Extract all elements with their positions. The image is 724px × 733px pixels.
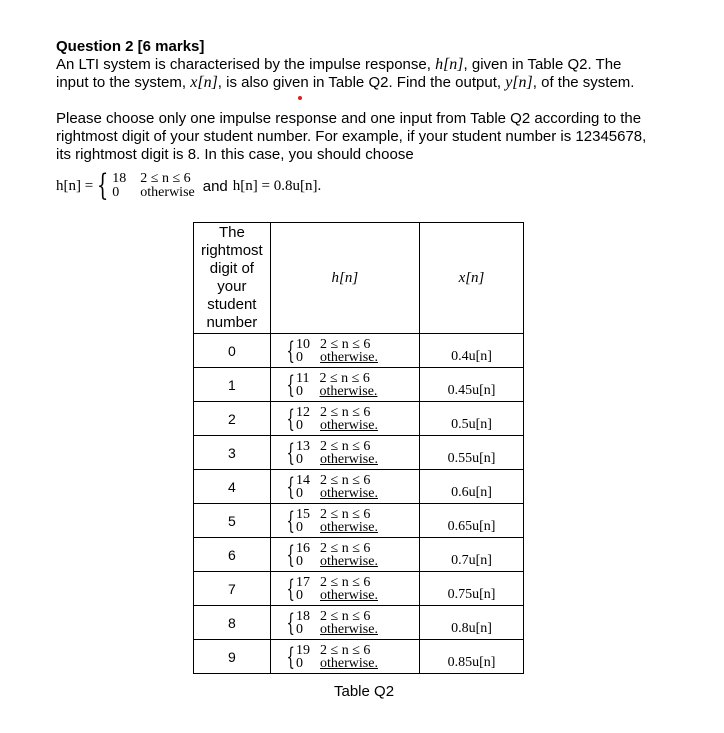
case-condition: 2 ≤ n ≤ 6	[320, 336, 371, 352]
h-cell	[270, 402, 419, 436]
example-and: and	[202, 177, 228, 195]
h-cell	[270, 470, 419, 504]
left-brace-icon: {	[97, 168, 109, 203]
example-cases	[112, 172, 194, 200]
left-brace-icon: {	[286, 404, 295, 433]
case-value: 0	[296, 621, 304, 637]
h-cell	[270, 640, 419, 674]
y-symbol: y[n]	[505, 74, 533, 91]
header-digit-line: number	[206, 314, 258, 331]
case-condition: otherwise.	[320, 417, 378, 433]
cases-grid	[296, 406, 378, 432]
cases-grid	[296, 542, 378, 568]
case-condition: otherwise.	[320, 485, 378, 501]
question-title: Question 2 [6 marks]	[56, 38, 205, 55]
case-value: 0	[296, 383, 304, 399]
x-cell: 0.75u[n]	[419, 572, 523, 606]
example-equation	[56, 166, 321, 206]
case-condition: 2 ≤ n ≤ 6	[140, 171, 191, 186]
case-condition: otherwise.	[320, 655, 378, 671]
case-condition: 2 ≤ n ≤ 6	[320, 506, 371, 522]
case-value: 18	[296, 608, 311, 624]
piecewise-h	[271, 406, 419, 432]
instruction-line-2: rightmost digit of your student number. For example, if your student number is 12345678,	[56, 128, 647, 145]
case-value: 0	[296, 451, 304, 467]
case-condition: 2 ≤ n ≤ 6	[320, 540, 371, 556]
case-value: 0	[296, 417, 304, 433]
instruction-line-1: Please choose only one impulse response and one input from Table Q2 according to the	[56, 110, 642, 127]
h-cell	[270, 504, 419, 538]
cases-grid	[296, 610, 378, 636]
digit-cell: 4	[194, 470, 271, 504]
piecewise-h	[271, 372, 419, 398]
case-value: 18	[112, 171, 127, 186]
left-brace-icon: {	[286, 370, 295, 399]
example-rhs: h[n] = 0.8u[n].	[232, 177, 322, 194]
table-header-row	[194, 223, 524, 334]
cases-grid	[296, 508, 378, 534]
red-marker-dot	[298, 96, 302, 100]
cases-grid	[296, 440, 378, 466]
case-value: 0	[112, 185, 120, 200]
h-cell	[270, 368, 419, 402]
case-value: 0	[296, 519, 304, 535]
digit-cell: 2	[194, 402, 271, 436]
header-digit-line: digit of	[209, 260, 254, 277]
table-row	[194, 334, 524, 368]
case-condition: otherwise.	[319, 383, 378, 399]
case-value: 10	[296, 336, 311, 352]
case-value: 17	[296, 574, 311, 590]
piecewise-h	[271, 338, 419, 364]
digit-cell: 1	[194, 368, 271, 402]
header-h: h[n]	[270, 223, 419, 334]
case-condition: otherwise.	[320, 587, 378, 603]
case-condition: otherwise.	[320, 349, 378, 365]
digit-cell: 9	[194, 640, 271, 674]
header-digit-line: The	[218, 224, 245, 241]
header-digit-line: your	[217, 278, 247, 295]
case-value: 15	[296, 506, 311, 522]
case-value: 14	[296, 472, 311, 488]
h-cell	[270, 572, 419, 606]
left-brace-icon: {	[286, 642, 295, 671]
x-cell: 0.5u[n]	[419, 402, 523, 436]
table-row	[194, 470, 524, 504]
case-value: 19	[296, 642, 311, 658]
left-brace-icon: {	[286, 574, 295, 603]
intro-text: input to the system,	[56, 74, 191, 91]
h-cell	[270, 436, 419, 470]
case-condition: 2 ≤ n ≤ 6	[320, 472, 371, 488]
piecewise-h	[271, 474, 419, 500]
digit-cell: 6	[194, 538, 271, 572]
x-cell: 0.45u[n]	[419, 368, 523, 402]
cases-grid	[296, 576, 378, 602]
table-caption: Table Q2	[334, 683, 395, 700]
left-brace-icon: {	[286, 336, 295, 365]
example-lhs: h[n] =	[56, 177, 94, 194]
x-cell: 0.85u[n]	[419, 640, 523, 674]
left-brace-icon: {	[286, 472, 295, 501]
case-value: 13	[296, 438, 311, 454]
intro-text: , is also given in Table Q2. Find the output,	[217, 74, 506, 91]
header-digit-line: rightmost	[201, 242, 263, 259]
case-condition: 2 ≤ n ≤ 6	[320, 404, 371, 420]
x-cell: 0.8u[n]	[419, 606, 523, 640]
h-cell	[270, 538, 419, 572]
table-row	[194, 572, 524, 606]
case-value: 16	[296, 540, 311, 556]
case-condition: 2 ≤ n ≤ 6	[320, 574, 371, 590]
piecewise-h	[271, 644, 419, 670]
case-value: 0	[296, 655, 304, 671]
x-cell: 0.4u[n]	[419, 334, 523, 368]
case-value: 0	[296, 553, 304, 569]
digit-cell: 3	[194, 436, 271, 470]
h-cell	[270, 334, 419, 368]
x-cell: 0.55u[n]	[419, 436, 523, 470]
table-row	[194, 538, 524, 572]
piecewise-h	[271, 610, 419, 636]
table-row	[194, 504, 524, 538]
x-cell: 0.6u[n]	[419, 470, 523, 504]
digit-cell: 7	[194, 572, 271, 606]
case-value: 12	[296, 404, 311, 420]
piecewise-h	[271, 542, 419, 568]
piecewise-h	[271, 508, 419, 534]
case-condition: otherwise.	[320, 519, 378, 535]
case-condition: 2 ≤ n ≤ 6	[320, 608, 371, 624]
case-value: 11	[296, 370, 310, 386]
cases-grid	[296, 644, 378, 670]
intro-text: , given in Table Q2. The	[463, 56, 622, 73]
left-brace-icon: {	[286, 506, 295, 535]
case-condition: otherwise.	[320, 621, 378, 637]
header-x: x[n]	[419, 223, 523, 334]
table-q2	[193, 222, 524, 674]
x-symbol: x[n]	[190, 74, 218, 91]
table-row	[194, 402, 524, 436]
piecewise-h	[271, 576, 419, 602]
case-value: 0	[296, 485, 304, 501]
case-condition: 2 ≤ n ≤ 6	[320, 438, 371, 454]
header-digit	[194, 223, 271, 334]
left-brace-icon: {	[286, 540, 295, 569]
cases-grid	[296, 372, 377, 398]
header-digit-line: student	[207, 296, 257, 313]
digit-cell: 0	[194, 334, 271, 368]
cases-grid	[296, 338, 378, 364]
left-brace-icon: {	[286, 438, 295, 467]
case-condition: 2 ≤ n ≤ 6	[319, 370, 370, 386]
instruction-line-3: its rightmost digit is 8. In this case, you should choose	[56, 146, 414, 163]
table-row	[194, 606, 524, 640]
h-cell	[270, 606, 419, 640]
piecewise-h	[271, 440, 419, 466]
case-condition: 2 ≤ n ≤ 6	[320, 642, 371, 658]
table-row	[194, 436, 524, 470]
intro-text: An LTI system is characterised by the impulse response,	[56, 56, 436, 73]
intro-line-2	[56, 74, 696, 92]
digit-cell: 5	[194, 504, 271, 538]
intro-line-1	[56, 56, 696, 74]
case-value: 0	[296, 587, 304, 603]
table-row	[194, 368, 524, 402]
h-symbol: h[n]	[435, 56, 464, 73]
left-brace-icon: {	[286, 608, 295, 637]
x-cell: 0.65u[n]	[419, 504, 523, 538]
question-block	[56, 38, 696, 203]
case-value: 0	[296, 349, 304, 365]
digit-cell: 8	[194, 606, 271, 640]
intro-text: , of the system.	[532, 74, 635, 91]
cases-grid	[296, 474, 378, 500]
table-row	[194, 640, 524, 674]
case-condition: otherwise	[140, 185, 195, 200]
x-cell: 0.7u[n]	[419, 538, 523, 572]
case-condition: otherwise.	[320, 451, 378, 467]
case-condition: otherwise.	[320, 553, 378, 569]
